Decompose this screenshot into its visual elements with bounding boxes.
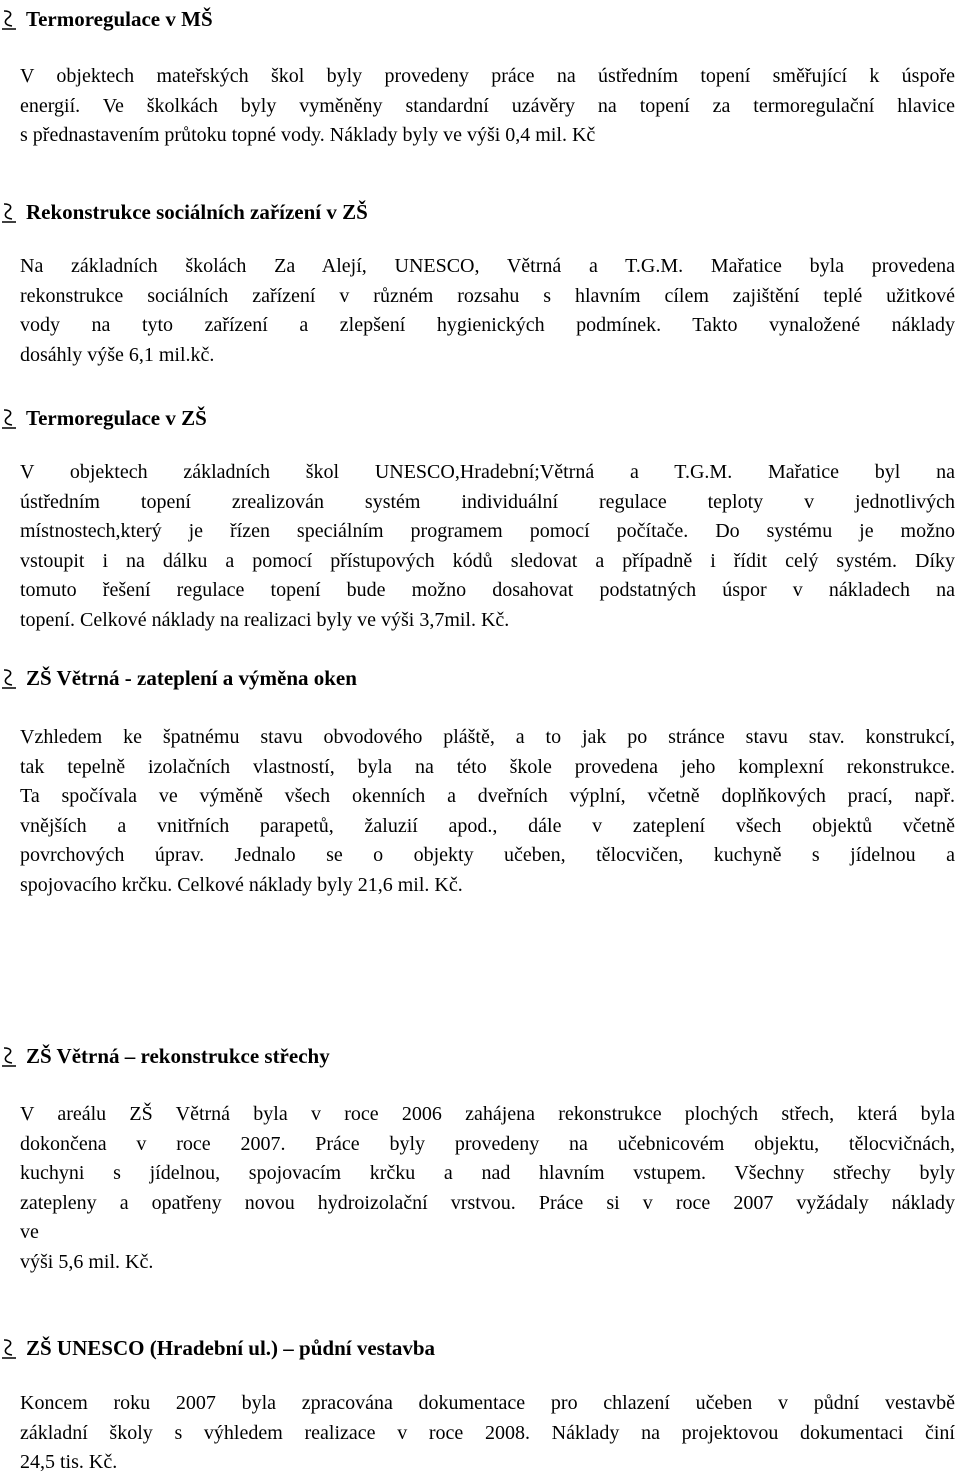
section-heading: Termoregulace v ZŠ [0,403,960,433]
bullet-icon [0,406,18,430]
text-line: ve [20,1221,39,1243]
text-line: topení. Celkové náklady na realizaci byly ve výši 3,7mil. Kč. [20,608,510,631]
bullet-icon [0,1336,18,1360]
text-line: rekonstrukce sociálních zařízení v různém rozsahu s hlavním cílem zajištění teplé užitkové [20,284,955,307]
section-paragraph [20,252,955,370]
text-line: V areálu ZŠ Větrná byla v roce 2006 zahájena rekonstrukce plochých střech, která byla [20,1103,955,1125]
text-line: tak tepelně izolačních vlastností, byla na této škole provedena jeho komplexní rekonstrukce. [20,755,955,778]
bullet-icon [0,7,18,31]
section-heading: ZŠ UNESCO (Hradební ul.) – půdní vestavba [0,1333,960,1363]
text-line: spojovacího krčku. Celkové náklady byly 21,6 mil. Kč. [20,873,463,896]
text-line: ústředním topení zrealizován systém individuální regulace teploty v jednotlivých [20,490,955,513]
text-line: Ta spočívala ve výměně všech okenních a dveřních výplní, včetně doplňkových prací, např. [20,785,955,807]
text-line: základní školy s výhledem realizace v roce 2008. Náklady na projektovou dokumentaci činí [20,1421,955,1444]
text-line: dokončena v roce 2007. Práce byly provedeny na učebnicovém objektu, tělocvičnách, [20,1132,955,1155]
text-line: vnějších a vnitřních parapetů, žaluzií apod., dále v zateplení všech objektů včetně [20,814,955,837]
text-line: vody na tyto zařízení a zlepšení hygienických podmínek. Takto vynaložené náklady [20,314,955,336]
text-line: V objektech mateřských škol byly provedeny práce na ústředním topení směřující k úspoře [20,65,955,87]
text-line: Koncem roku 2007 byla zpracována dokumentace pro chlazení učeben v půdní vestavbě [20,1392,955,1414]
section-termoregulace-ms [0,4,960,151]
text-line: Na základních školách Za Alejí, UNESCO, Větrná a T.G.M. Mařatice byla provedena [20,255,955,277]
bullet-icon [0,666,18,690]
text-line: dosáhly výše 6,1 mil.kč. [20,343,215,366]
section-paragraph [20,1389,955,1478]
section-heading: ZŠ Větrná – rekonstrukce střechy [0,1041,960,1071]
section-heading: Rekonstrukce sociálních zařízení v ZŠ [0,197,960,227]
text-line: kuchyni s jídelnou, spojovacím krčku a nad hlavním vstupem. Všechny střechy byly [20,1162,955,1184]
text-line: místnostech,který je řízen speciálním programem pomocí počítače. Do systému je možno [20,520,955,542]
section-heading: ZŠ Větrná - zateplení a výměna oken [0,663,960,693]
section-zs-vetrna-zatepleni [0,663,960,900]
section-zs-unesco-pudni-vestavba [0,1333,960,1478]
text-line: tomuto řešení regulace topení bude možno dosahovat podstatných úspor v nákladech na [20,579,955,601]
text-line: 24,5 tis. Kč. [20,1451,118,1473]
section-paragraph [20,62,955,151]
text-line: zatepleny a opatřeny novou hydroizolační vrstvou. Práce si v roce 2007 vyžádaly náklady [20,1191,955,1214]
section-heading: Termoregulace v MŠ [0,4,960,34]
text-line: Vzhledem ke špatnému stavu obvodového pláště, a to jak po stránce stavu stav. konstrukcí, [20,726,955,748]
section-paragraph [20,458,955,635]
text-line: vstoupit i na dálku a pomocí přístupových kódů sledovat a případně i řídit celý systém. Díky [20,549,955,572]
text-line: s přednastavením průtoku topné vody. Náklady byly ve výši 0,4 mil. Kč [20,124,596,146]
text-line: povrchových úprav. Jednalo se o objekty učeben, tělocvičen, kuchyně s jídelnou a [20,844,955,866]
section-paragraph [20,1100,955,1277]
bullet-icon [0,200,18,224]
section-termoregulace-zs [0,403,960,635]
text-line: výši 5,6 mil. Kč. [20,1250,154,1273]
text-line: V objektech základních škol UNESCO,Hradební;Větrná a T.G.M. Mařatice byl na [20,461,955,483]
section-paragraph [20,723,955,900]
section-rekonstrukce-socialnich-zarizeni [0,197,960,370]
bullet-icon [0,1044,18,1068]
text-line: energií. Ve školkách byly vyměněny standardní uzávěry na topení za termoregulační hlavice [20,94,955,117]
section-zs-vetrna-strecha [0,1041,960,1277]
